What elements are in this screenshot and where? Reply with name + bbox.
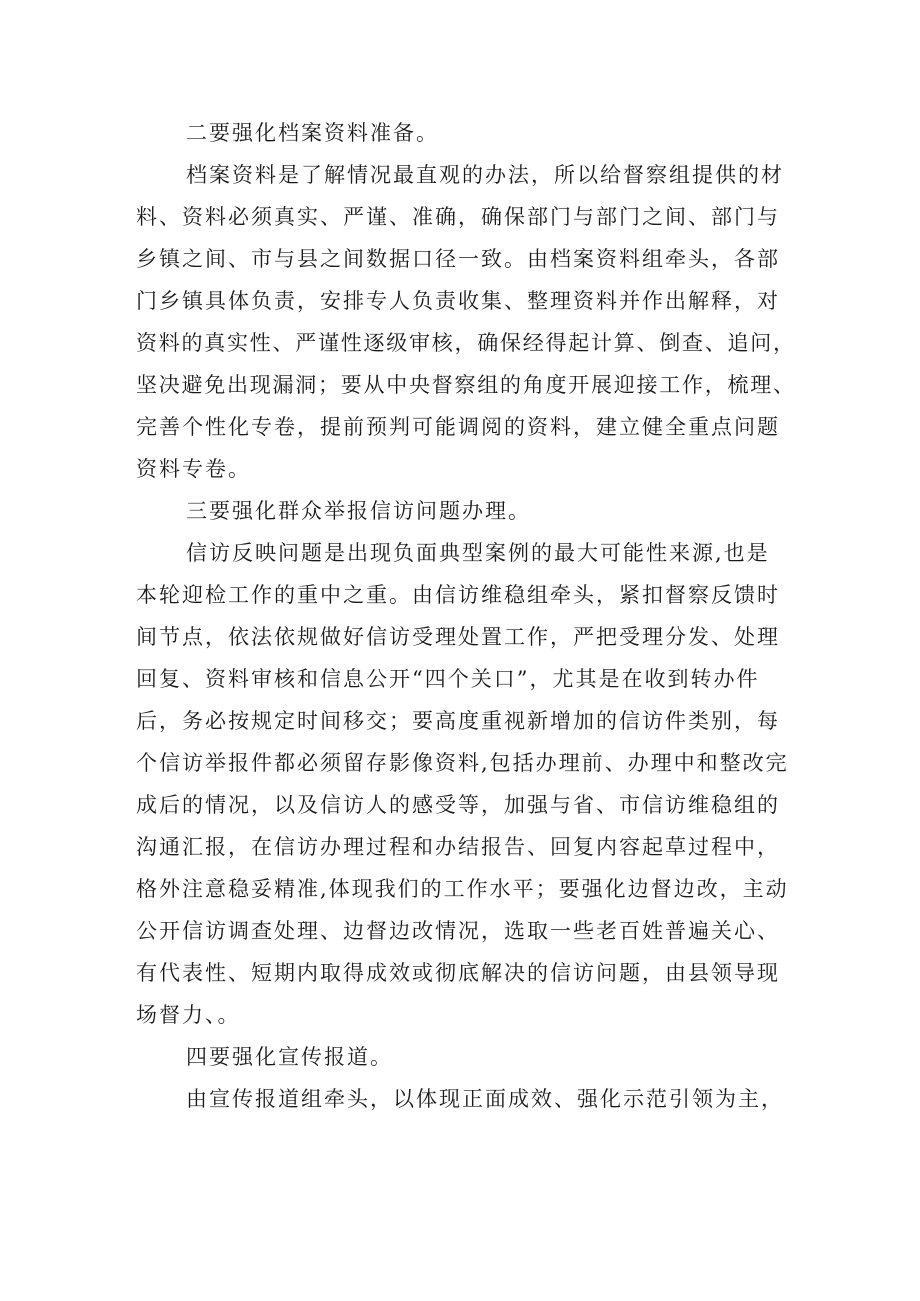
paragraph-first-line: 二要强化档案资料准备。 xyxy=(186,121,439,145)
paragraph-line: 间节点，依法依规做好信访受理处置工作，严把受理分发、处理 xyxy=(136,625,780,649)
paragraph-first-line: 由宣传报道组牵头，以体现正面成效、强化示范引领为主， xyxy=(186,1087,784,1111)
paragraph-line: 个信访举报件都必须留存影像资料,包括办理前、办理中和整改完 xyxy=(136,751,789,775)
paragraph-line: 公开信访调查处理、边督边改情况，选取一些老百姓普遍关心、 xyxy=(136,919,780,943)
paragraph-line: 有代表性、短期内取得成效或彻底解决的信访问题，由县领导现 xyxy=(136,961,780,985)
paragraph-line: 资料专卷。 xyxy=(136,457,251,481)
paragraph-first-line: 三要强化群众举报信访问题办理。 xyxy=(186,499,531,523)
paragraph-line: 坚决避免出现漏洞；要从中央督察组的角度开展迎接工作，梳理、 xyxy=(136,373,796,397)
paragraph-line: 回复、资料审核和信息公开“四个关口”，尤其是在收到转办件 xyxy=(136,667,760,691)
paragraph-line: 格外注意稳妥精准,体现我们的工作水平；要强化边督边改，主动 xyxy=(136,877,789,901)
paragraph-line: 资料的真实性、严谨性逐级审核，确保经得起计算、倒查、追问， xyxy=(136,331,796,355)
paragraph-first-line: 档案资料是了解情况最直观的办法，所以给督察组提供的材 xyxy=(186,163,784,187)
paragraph-line: 完善个性化专卷，提前预判可能调阅的资料，建立健全重点问题 xyxy=(136,415,780,439)
paragraph-line: 沟通汇报，在信访办理过程和办结报告、回复内容起草过程中， xyxy=(136,835,780,859)
paragraph-first-line: 四要强化宣传报道。 xyxy=(186,1045,393,1069)
paragraph-line: 场督力、。 xyxy=(136,1003,241,1027)
paragraph-line: 本轮迎检工作的重中之重。由信访维稳组牵头，紧扣督察反馈时 xyxy=(136,583,780,607)
paragraph-line: 乡镇之间、市与县之间数据口径一致。由档案资料组牵头，各部 xyxy=(136,247,780,271)
paragraph-line: 成后的情况，以及信访人的感受等，加强与省、市信访维稳组的 xyxy=(136,793,780,817)
paragraph-line: 料、资料必须真实、严谨、准确，确保部门与部门之间、部门与 xyxy=(136,205,780,229)
paragraph-line: 门乡镇具体负责，安排专人负责收集、整理资料并作出解释，对 xyxy=(136,289,780,313)
paragraph-first-line: 信访反映问题是出现负面典型案例的最大可能性来源,也是 xyxy=(186,541,770,565)
document-body xyxy=(136,112,796,1120)
paragraph-line: 后，务必按规定时间移交；要高度重视新增加的信访件类别，每 xyxy=(136,709,780,733)
